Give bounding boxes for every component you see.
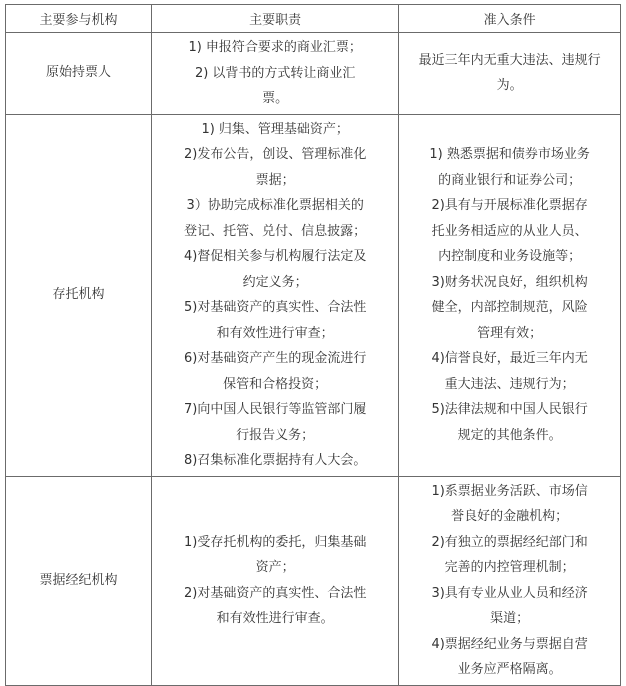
condition-line: 4)票据经纪业务与票据自营	[431, 636, 588, 652]
table-body	[6, 33, 621, 686]
duties-cell	[152, 114, 399, 476]
participants-table	[5, 4, 621, 686]
table-row-original-holder	[6, 33, 621, 115]
condition-line: 1) 熟悉票据和债券市场业务	[429, 147, 590, 162]
table-header	[6, 5, 621, 33]
duty-line: 行报告义务；	[236, 427, 315, 443]
header-duties: 主要职责	[152, 5, 399, 33]
table-row-custodian	[6, 114, 621, 476]
duty-line: 2)发布公告，创设、管理标准化	[184, 147, 367, 162]
duty-line: 和有效性进行审查；	[216, 325, 334, 341]
duty-line: 2)对基础资产的真实性、合法性	[184, 585, 367, 601]
condition-line: 3)财务状况良好，组织机构	[431, 274, 588, 290]
condition-line: 内控制度和业务设施等；	[438, 249, 582, 264]
duty-line: 1) 归集、管理基础资产；	[201, 121, 349, 137]
condition-line: 托业务相适应的从业人员、	[431, 223, 588, 239]
org-name: 存托机构	[52, 287, 105, 302]
condition-line: 2)有独立的票据经纪部门和	[431, 534, 588, 550]
duty-line: 约定义务；	[242, 274, 308, 290]
condition-line: 业务应严格隔离。	[457, 662, 562, 677]
duty-line: 3）协助完成标准化票据相关的	[186, 198, 364, 213]
condition-line: 2)具有与开展标准化票据存	[431, 198, 588, 213]
condition-line: 为。	[496, 78, 523, 94]
condition-line: 5)法律法规和中国人民银行	[431, 402, 588, 417]
condition-line: 最近三年内无重大违法、违规行	[418, 52, 601, 68]
condition-line: 的商业银行和证券公司；	[438, 172, 582, 188]
condition-line: 4)信誉良好，最近三年内无	[431, 351, 588, 366]
org-cell	[6, 476, 152, 685]
org-cell	[6, 114, 152, 476]
condition-line: 健全，内部控制规范，风险	[431, 300, 588, 315]
header-conditions: 准入条件	[399, 5, 621, 33]
org-cell	[6, 33, 152, 115]
org-name: 票据经纪机构	[39, 572, 118, 588]
duty-line: 票。	[262, 91, 289, 106]
conditions-cell	[399, 114, 621, 476]
duty-line: 票据；	[255, 172, 295, 188]
duties-cell	[152, 33, 399, 115]
condition-line: 完善的内控管理机制；	[444, 560, 575, 575]
condition-line: 1)系票据业务活跃、市场信	[431, 483, 588, 499]
duty-line: 资产；	[255, 560, 295, 575]
duty-line: 7)向中国人民银行等监管部门履	[184, 402, 367, 417]
conditions-cell	[399, 476, 621, 685]
duty-line: 6)对基础资产产生的现金流进行	[184, 351, 367, 366]
header-org: 主要参与机构	[6, 5, 152, 33]
duty-line: 和有效性进行审查。	[216, 611, 334, 626]
table-row-broker	[6, 476, 621, 685]
duty-line: 1)受存托机构的委托，归集基础	[184, 534, 367, 550]
duty-line: 1) 申报符合要求的商业汇票；	[188, 40, 362, 55]
duty-line: 登记、托管、兑付、信息披露；	[184, 223, 367, 239]
duty-line: 8)召集标准化票据持有人大会。	[184, 453, 367, 468]
duty-line: 2) 以背书的方式转让商业汇	[194, 65, 356, 81]
duties-cell	[152, 476, 399, 685]
condition-line: 誉良好的金融机构；	[451, 509, 569, 524]
condition-line: 重大违法、违规行为；	[444, 376, 575, 392]
header-row	[6, 5, 621, 33]
condition-line: 渠道；	[490, 611, 530, 626]
condition-line: 管理有效；	[477, 325, 543, 341]
condition-line: 3)具有专业从业人员和经济	[431, 585, 588, 601]
duty-line: 保管和合格投资；	[223, 376, 328, 392]
duty-line: 4)督促相关参与机构履行法定及	[184, 249, 367, 264]
conditions-cell	[399, 33, 621, 115]
org-name: 原始持票人	[46, 65, 112, 81]
duty-line: 5)对基础资产的真实性、合法性	[184, 300, 367, 315]
condition-line: 规定的其他条件。	[457, 427, 562, 443]
